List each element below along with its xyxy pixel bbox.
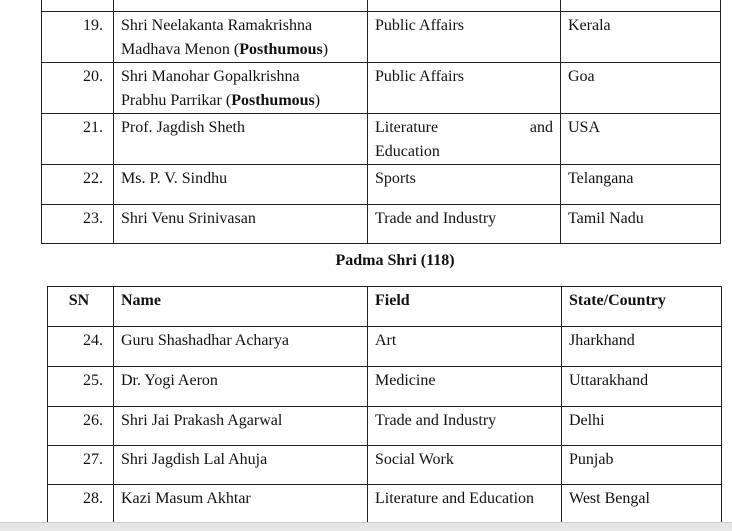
awardees-table-continued <box>41 0 721 244</box>
cell-field: Literature and Education <box>368 485 562 525</box>
name-line-text: Shri Neelakanta Ramakrishna <box>121 17 313 34</box>
table-row <box>42 63 721 114</box>
field-word: Education <box>375 143 440 160</box>
cell-name: Shri Neelakanta Ramakrishna Madhava Menon (Posthumous) <box>114 12 368 63</box>
posthumous-label: Posthumous <box>231 92 315 109</box>
cell-sn: 28. <box>48 485 114 525</box>
cell-name: Dr. Yogi Aeron <box>114 367 368 407</box>
cell-sn: 21. <box>42 114 114 165</box>
cell-state: Delhi <box>562 407 722 446</box>
cell-name: Ms. P. V. Sindhu <box>114 165 368 205</box>
cell-field: Social Work <box>368 446 562 485</box>
table-row <box>42 0 721 12</box>
table-row <box>48 485 722 525</box>
cell-field: Art <box>368 327 562 367</box>
cell-field <box>368 114 561 165</box>
cell-state: Tamil Nadu <box>561 205 721 244</box>
cell-sn: 26. <box>48 407 114 446</box>
table-row <box>42 12 721 63</box>
cell-name: Shri Venu Srinivasan <box>114 205 368 244</box>
cell-sn: 23. <box>42 205 114 244</box>
header-name: Name <box>114 287 368 327</box>
cell-name: Shri Jagdish Lal Ahuja <box>114 446 368 485</box>
cell-field: Trade and Industry <box>368 205 561 244</box>
name-line-text: Shri Manohar Gopalkrishna <box>121 68 300 85</box>
cell-field: Public Affairs <box>368 63 561 114</box>
cell-state: Goa <box>561 63 721 114</box>
field-word: and <box>529 119 553 136</box>
header-state: State/Country <box>562 287 722 327</box>
cell-state: Punjab <box>562 446 722 485</box>
cell-state <box>561 0 721 12</box>
cell-state: Telangana <box>561 165 721 205</box>
cell-name: Prof. Jagdish Sheth <box>114 114 368 165</box>
cell-state: USA <box>561 114 721 165</box>
table-row <box>48 446 722 485</box>
cell-field: Trade and Industry <box>368 407 562 446</box>
name-line-text: Prabhu Parrikar <box>121 92 222 109</box>
table-row <box>48 407 722 446</box>
cell-sn: 22. <box>42 165 114 205</box>
cell-sn: 19. <box>42 12 114 63</box>
table-header-row <box>48 287 722 327</box>
cell-name: Shri Jai Prakash Agarwal <box>114 407 368 446</box>
cell-sn <box>42 0 114 12</box>
cell-state: West Bengal <box>562 485 722 525</box>
cell-field <box>368 0 561 12</box>
field-line <box>375 116 553 140</box>
name-line <box>121 14 360 38</box>
cell-state: Jharkhand <box>562 327 722 367</box>
padma-shri-table <box>47 286 722 525</box>
header-field: Field <box>368 287 562 327</box>
table-row <box>42 205 721 244</box>
posthumous-label: Posthumous <box>239 41 323 58</box>
table-row <box>42 114 721 165</box>
table-row <box>48 327 722 367</box>
name-line-text: Madhava Menon <box>121 41 230 58</box>
table-row <box>48 367 722 407</box>
header-sn: SN <box>48 287 114 327</box>
cell-state: Kerala <box>561 12 721 63</box>
cell-field: Sports <box>368 165 561 205</box>
cell-sn: 24. <box>48 327 114 367</box>
cell-sn: 20. <box>42 63 114 114</box>
cell-state: Uttarakhand <box>562 367 722 407</box>
cell-name: Guru Shashadhar Acharya <box>114 327 368 367</box>
cell-field: Public Affairs <box>368 12 561 63</box>
table-row <box>42 165 721 205</box>
cell-sn: 27. <box>48 446 114 485</box>
cell-sn: 25. <box>48 367 114 407</box>
cell-field: Medicine <box>368 367 562 407</box>
name-line <box>121 65 360 89</box>
cell-name: Shri Manohar Gopalkrishna Prabhu Parrikar (Posthumous) <box>114 63 368 114</box>
section-title: Padma Shri (118) <box>335 252 455 269</box>
cell-name <box>114 0 368 12</box>
cell-name: Kazi Masum Akhtar <box>114 485 368 525</box>
field-word: Literature <box>375 119 439 136</box>
